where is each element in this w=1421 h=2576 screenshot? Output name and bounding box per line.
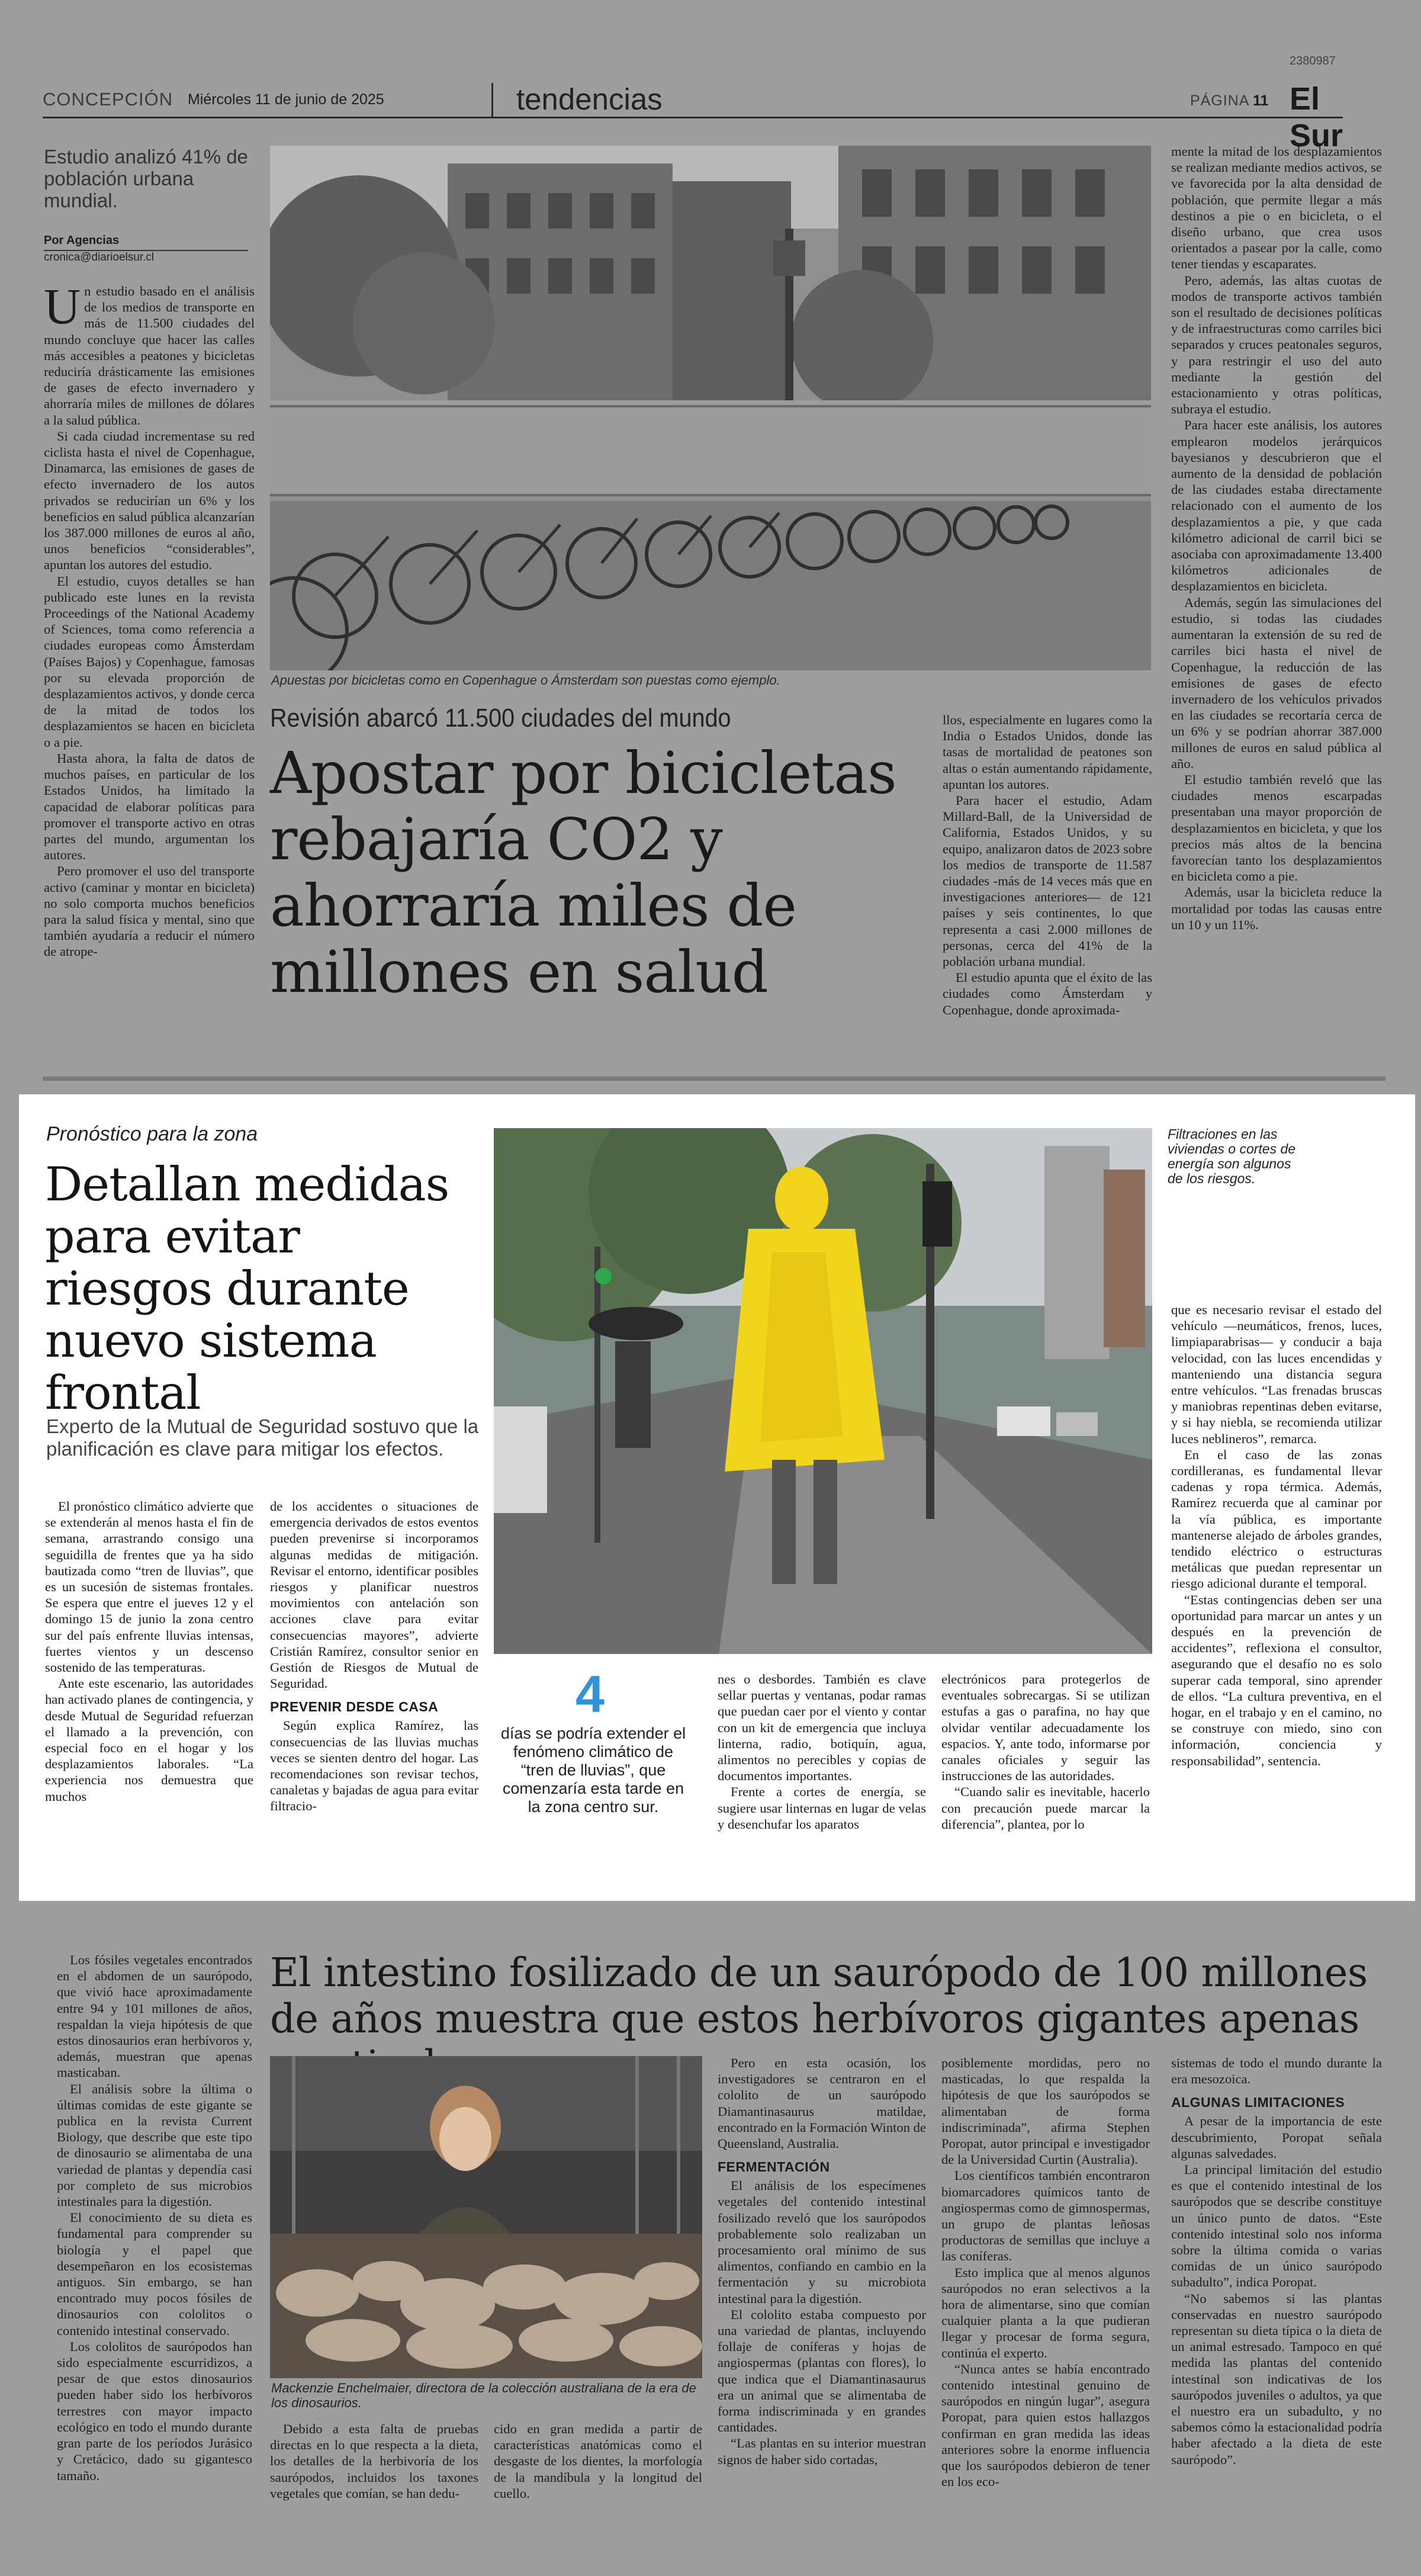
article2-kicker: Pronóstico para la zona [46, 1123, 258, 1145]
article3-column-1 [57, 1952, 252, 2484]
article2-dek: Experto de la Mutual de Seguridad sostuvo que la planificación es clave para mitigar los efectos. [46, 1415, 479, 1460]
article3-paragraph: A pesar de la importancia de este descubrimiento, Poropat señala algunas salvedades. [1171, 2114, 1382, 2161]
article3-paragraph: El cololito estaba compuesto por una variedad de plantas, incluyendo follaje de coníferas y hojas de angiospermas (plantas con flores), lo que indica que el Diamantinasaurus era un animal que se alimentaba de forma indiscriminada y en grandes cantidades. [718, 2307, 926, 2435]
article1-paragraph: mente la mitad de los desplazamientos se realizan mediante medios activos, se ve favorecida por la alta densidad de población, que permite llegar a más destinos a pie o en bicicleta, o el diseño urbano, que crea usos orientados a pasear por la calle, como tener tiendas y escaparates. [1171, 144, 1382, 272]
article2-paragraph: El pronóstico climático advierte que se extenderán al menos hasta el fin de semana, arrastrando consigo una seguidilla de frentes que ya ha sido bautizada como “tren de lluvias”, que es un sucesión de sistemas frontales. Se espera que entre el jueves 12 y el domingo 15 de junio la zona centro sur del país enfrente lluvias intensas, fuertes vientos y un descenso sostenido de las temperaturas. [45, 1499, 253, 1675]
page-header [43, 81, 1343, 153]
article2-paragraph: de los accidentes o situaciones de emergencia derivados de estos eventos pueden prevenirse si incorporamos algunas medidas de mitigación. Revisar el entorno, identificar posibles riesgos y planificar nuestros movimientos con antelación son acciones clave para evitar consecuencias mayores”, advierte Cristián Ramírez, consultor senior en Gestión de Riesgos de Mutual de Seguridad. [270, 1499, 478, 1691]
fossil-photo-caption: Mackenzie Enchelmaier, directora de la colección australiana de la era de los dinosaurios. [271, 2381, 696, 2410]
article3-paragraph: sistemas de todo el mundo durante la era mesozoica. [1171, 2055, 1382, 2087]
page-number: 11 [1253, 92, 1269, 109]
page-code: 2380987 [1290, 54, 1336, 68]
article3-paragraph: posiblemente mordidas, pero no masticadas, lo que respalda la hipótesis de que los saurópodos se alimentaban de forma indiscriminada”, afirma Stephen Poropat, autor principal e investigador de la Universidad Curtin (Australia). [941, 2055, 1150, 2167]
article1-headline: Apostar por bicicletas rebajaría CO2 y ahorraría miles de millones en salud [270, 740, 896, 1006]
article3-paragraph: Los fósiles vegetales encontrados en el abdomen de un saurópodo, que vivió hace aproximadamente entre 94 y 101 millones de años, respaldan la vieja hipótesis de que estos dinosaurios eran herbívoros y, además, muestran que apenas masticaban. [57, 1952, 252, 2080]
page-label: PÁGINA [1190, 92, 1250, 109]
article3-paragraph: cido en gran medida a partir de características anatómicas como el desgaste de los dientes, la morfología de la mandíbula y la longitud del cuello. [494, 2421, 702, 2501]
article3-paragraph: El conocimiento de su dieta es fundamental para comprender su biología y el papel que desempeñaron en los ecosistemas antiguos. Sin embargo, se han encontrado muy pocos fósiles de dinosaurios con cololitos o contenido intestinal conservado. [57, 2210, 252, 2338]
article1-paragraph: Además, según las simulaciones del estudio, si todas las ciudades aumentaran la extensión de su red de carriles bici hasta el nivel de Copenhague, la reducción de las emisiones de gases de efecto invernadero de los vehículos privados en las ciudades se recortaría cerca de un 6% y se podrían ahorrar 387.000 millones de euros en salud pública al año. [1171, 595, 1382, 771]
article3-paragraph: “Las plantas en su interior muestran signos de haber sido cortadas, [718, 2436, 926, 2467]
article2-column-1 [45, 1498, 253, 1804]
article1-column-4 [1171, 143, 1382, 933]
header-city: CONCEPCIÓN [43, 89, 173, 110]
stat-number: 4 [576, 1665, 605, 1723]
article1-paragraph: Pero promover el uso del transporte activo (caminar y montar en bicicleta) no solo comporta muchos beneficios para la salud física y mental, sino que también ayudaría a reducir el número de atrope- [44, 863, 255, 959]
article2-headline: Detallan medidas para evitar riesgos durante nuevo sistema frontal [45, 1157, 449, 1420]
article2-paragraph: “Estas contingencias deben ser una oportunidad para marcar un antes y un después en la prevención de accidentes”, reflexiona el consultor, asegurando que el desafío no es solo superar cada temporal, sino aprender de ellos. “La cultura preventiva, en el hogar, en el trabajo y en el camino, no se construye con miedo, sino con información, conciencia y responsabilidad”, sentencia. [1171, 1592, 1382, 1768]
article1-paragraph: El estudio, cuyos detalles se han publicado este lunes en la revista Proceedings of the National Academy of Sciences, toma como referencia a ciudades europeas como Ámsterdam (Países Bajos) y Copenhague, famosas por su elevada proporción de desplazamientos activos, y donde cerca de la mitad de todos los desplazamientos se hacen en bicicleta o a pie. [44, 573, 255, 750]
article3-column-3 [718, 2055, 926, 2468]
article1-byline: Por Agencias [44, 234, 248, 251]
article1-column-3 [943, 712, 1152, 1018]
article2-column-3 [718, 1671, 926, 1832]
article1-email: cronica@diarioelsur.cl [44, 251, 155, 264]
article3-column-2b [494, 2421, 702, 2501]
article1-paragraph: Para hacer este análisis, los autores emplearon modelos jerárquicos bayesianos y descubrieron que el aumento de la densidad de población de las ciudades estaba directamente relacionado con el aumento de los desplazamientos a pie, y que cada kilómetro adicional de carril bici se asociaba con aproximadamente 13.400 kilómetros adicionales de desplazamientos en bicicleta. [1171, 417, 1382, 594]
article2-paragraph: Según explica Ramírez, las consecuencias de las lluvias muchas veces se sienten dentro del hogar. Las recomendaciones son revisar techos, canaletas y bajadas de agua para evitar filtracio- [270, 1718, 478, 1814]
article1-paragraph: Hasta ahora, la falta de datos de muchos países, en particular de los Estados Unidos, ha limitado la capacidad de elaborar políticas para promover el transporte activo en otras partes del mundo, argumentan los autores. [44, 750, 255, 863]
newspaper-name: El Sur [1290, 81, 1343, 153]
article2-column-4 [941, 1671, 1150, 1832]
article1-paragraph: llos, especialmente en lugares como la India o Estados Unidos, donde las tasas de mortalidad de peatones son altas o están aumentando rápidamente, apuntan los autores. [943, 712, 1152, 792]
article3-column-5 [1171, 2055, 1382, 2468]
fossil-photo [270, 2056, 702, 2378]
article3-paragraph: La principal limitación del estudio es que el contenido intestinal de los saurópodos que se describe constituye un único punto de datos. “Este contenido intestinal solo nos informa sobre la última comida o varias comidas de un único saurópodo subadulto”, indica Poropat. [1171, 2162, 1382, 2290]
article3-headline: El intestino fosilizado de un saurópodo de 100 millones de años muestra que estos herbívoros gigantes apenas [270, 1949, 1368, 2042]
article3-subhead-limitaciones: ALGUNAS LIMITACIONES [1171, 2095, 1345, 2111]
section-title: tendencias [516, 82, 663, 116]
article2-paragraph: que es necesario revisar el estado del vehículo —neumáticos, frenos, luces, limpiaparabrisas— y conducir a baja velocidad, con las luces encendidas y manteniendo una distancia segura entre vehículos. “Las frenadas bruscas y maniobras repentinas deben evitarse, y si hay niebla, se recomienda utilizar luces neblineros”, remarca. [1171, 1302, 1382, 1446]
article2-paragraph: Ante este escenario, las autoridades han activado planes de contingencia, y desde Mutual de Seguridad refuerzan el llamado a la prevención, con especial foco en el hogar y los desplazamientos laborales. “La experiencia nos demuestra que muchos [45, 1676, 253, 1804]
header-date: Miércoles 11 de junio de 2025 [188, 91, 384, 108]
article3-paragraph: Los cololitos de saurópodos han sido especialmente escurridizos, a pesar de que estos dinosaurios pueden haber sido los herbívoros terrestres con mayor impacto ecológico en todo el mundo durante gran parte de los períodos Jurásico y Cretácico, dado su gigantesco tamaño. [57, 2339, 252, 2483]
article1-paragraph: Además, usar la bicicleta reduce la mortalidad por todas las causas entre un 10 y un 11%. [1171, 885, 1382, 932]
article2-column-5 [1171, 1302, 1382, 1769]
article2-column-2 [270, 1498, 478, 1814]
article3-paragraph: El análisis sobre la última o últimas comidas de este gigante se publica en la revista Current Biology, que describe que este tipo de dinosaurio se alimentaba de una variedad de plantas y dependía casi por completo de sus microbios intestinales para la digestión. [57, 2081, 252, 2209]
stat-text: días se podría extender el fenómeno climático de “tren de lluvias”, que comenzaría esta tarde en la zona centro sur. [500, 1724, 686, 1816]
article3-paragraph: Los científicos también encontraron biomarcadores químicos tanto de angiospermas como de gimnospermas, un grupo de plantas leñosas productoras de semillas que incluye a las coníferas. [941, 2168, 1150, 2264]
article1-paragraph: Un estudio basado en el análisis de los medios de transporte en más de 11.500 ciudades del mundo concluye que hacer las calles más accesibles a peatones y bicicletas reduciría drásticamente las emisiones de gases de efecto invernadero y ahorraría miles de millones de dólares a la salud pública. [44, 278, 255, 428]
article3-column-4 [941, 2055, 1150, 2490]
article2-paragraph: electrónicos para protegerlos de eventuales sobrecargas. Si se utilizan estufas a gas o parafina, no hay que olvidar ventilar adecuadamente los espacios. Y, ante todo, informarse por canales oficiales y seguir las instrucciones de las autoridades. [941, 1672, 1150, 1784]
article1-subhead: Revisión abarcó 11.500 ciudades del mundo [270, 704, 731, 733]
article1-paragraph: Para hacer el estudio, Adam Millard-Ball, de la Universidad de California, Estados Unidos, y su equipo, analizaron datos de 2023 sobre los medios de transporte de 11.587 ciudades -más de 14 veces más que en investigaciones anteriores— de 121 países y seis continentes, lo que representa a casi 2.000 millones de personas, cerca del 41% de la población urbana mundial. [943, 793, 1152, 969]
article1-paragraph: El estudio también reveló que las ciudades menos escarpadas presentaban una mayor proporción de desplazamientos en bicicleta, y que los precios más altos de la bencina favorecían tanto los desplazamientos en bicicleta como a pie. [1171, 772, 1382, 884]
article2-paragraph: “Cuando salir es inevitable, hacerlo con precaución puede marcar la diferencia”, plantea, por lo [941, 1784, 1150, 1832]
article3-subhead-fermentacion: FERMENTACIÓN [718, 2159, 830, 2175]
article1-kicker: Estudio analizó 41% de población urbana mundial. [44, 146, 248, 211]
article3-paragraph: El análisis de los especímenes vegetales del contenido intestinal fosilizado reveló que los saurópodos probablemente solo realizaban un procesamiento oral mínimo de sus alimentos, confiando en cambio en la fermentación y su microbiota intestinal para la digestión. [718, 2178, 926, 2306]
article3-paragraph: Debido a esta falta de pruebas directas en lo que respecta a la dieta, los detalles de la herbivoría de los saurópodos, incluidos los taxones vegetales que comían, se han dedu- [270, 2421, 478, 2501]
article1-column-1 [44, 278, 255, 960]
article3-paragraph: Esto implica que al menos algunos saurópodos no eran selectivos a la hora de alimentarse, sino que comían cualquier planta a la que pudieran llegar y procesar de forma segura, continúa el experto. [941, 2265, 1150, 2360]
rain-street-photo [494, 1128, 1152, 1654]
article3-paragraph: “No sabemos si las plantas conservadas en nuestro saurópodo representan su dieta típica o la dieta de un animal estresado. Tampoco en qué medida las plantas del contenido intestinal son indicativas de los saurópodos juveniles o adultos, ya que el nuestro era un subadulto, y no sabemos cómo la estacionalidad podría haber afectado a la dieta de este saurópodo”. [1171, 2291, 1382, 2467]
article3-paragraph: “Nunca antes se había encontrado contenido intestinal genuino de saurópodos en ningún lugar”, asegura Poropat, para quien estos hallazgos confirman en gran medida las ideas anteriores sobre la enorme influencia que los saurópodos debieron de tener en los eco- [941, 2361, 1150, 2490]
bicycles-photo [270, 146, 1151, 670]
article1-paragraph: Pero, además, las altas cuotas de modos de transporte activos también son el resultado de decisiones políticas y de infraestructuras como carriles bici separados y cruces peatonales seguros, y para restringir el uso del auto mediante la gestión del estacionamiento y otras políticas, subraya el estudio. [1171, 272, 1382, 417]
article1-paragraph: Si cada ciudad incrementase su red ciclista hasta el nivel de Copenhague, Dinamarca, las emisiones de gases de efecto invernadero de los autos privados se reducirían un 6% y los beneficios en salud pública alcanzarían los 387.000 millones de euros al año, unos beneficios “considerables”, apuntan los autores del estudio. [44, 428, 255, 573]
article2-paragraph: En el caso de las zonas cordilleranas, es fundamental llevar cadenas y ropa térmica. Además, Ramírez recuerda que al caminar por la vía pública, es importante mantenerse alejado de árboles grandes, tendido eléctrico o estructuras metálicas que puedan representar un riesgo adicional durante el temporal. [1171, 1447, 1382, 1591]
header-divider [491, 83, 493, 118]
article2-paragraph: Frente a cortes de energía, se sugiere usar linternas en lugar de velas y desenchufar los aparatos [718, 1784, 926, 1832]
article3-paragraph: Pero en esta ocasión, los investigadores se centraron en el cololito de un saurópodo Diamantinasaurus matildae, encontrado en la Formación Winton de Queensland, Australia. [718, 2055, 926, 2151]
rain-photo-caption: Filtraciones en las viviendas o cortes de energía son algunos de los riesgos. [1168, 1126, 1296, 1186]
article2-subhead: PREVENIR DESDE CASA [270, 1699, 439, 1715]
article2-paragraph: nes o desbordes. También es clave sellar puertas y ventanas, podar ramas que puedan caer por el viento y contar con un kit de emergencia que incluya linterna, radio, botiquín, agua, alimentos no perecibles y copias de documentos importantes. [718, 1672, 926, 1784]
article1-paragraph: El estudio apunta que el éxito de las ciudades como Ámsterdam y Copenhague, donde aproximada- [943, 970, 1152, 1017]
section-separator [43, 1077, 1385, 1081]
article3-column-2a [270, 2421, 478, 2501]
bicycles-photo-caption: Apuestas por bicicletas como en Copenhague o Ámsterdam son puestas como ejemplo. [271, 673, 780, 688]
